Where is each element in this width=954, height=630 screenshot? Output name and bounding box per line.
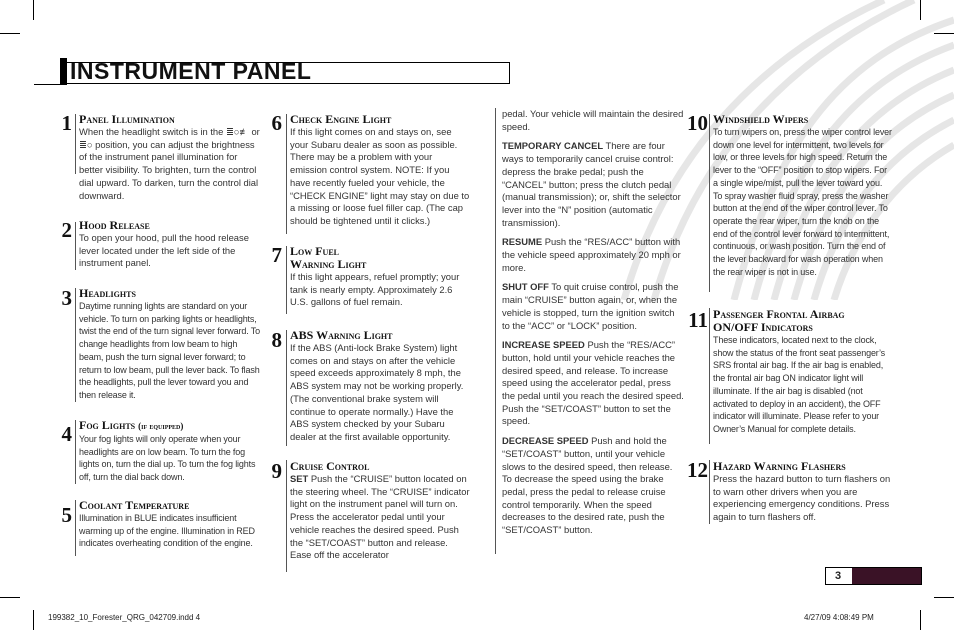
- section-body: Press the hazard button to turn flashers on to warn other drivers when you are experiencing emergency conditions. Press again to turn flashers off.: [713, 473, 891, 523]
- section-body: When the headlight switch is in the ≣○≢ or ≣○ position, you can adjust the brightness of the instrument panel illumination for better visibility. To brighten, turn the control dial upward. To darken, turn the control dial downward.: [79, 126, 260, 201]
- section-divider: [709, 114, 710, 292]
- section-body: To open your hood, pull the hood release lever located under the left side of the instrument panel.: [79, 232, 249, 269]
- footer-timestamp: 4/27/09 4:08:49 PM: [804, 613, 874, 622]
- section-body: Your fog lights will only operate when your headlights are on low beam. To turn the fog lights on, turn the dial up. To turn the fog lights off, turn the dial back down.: [79, 434, 256, 483]
- section-panel-illumination: [79, 113, 261, 202]
- section-heading: Check Engine Light: [290, 112, 392, 126]
- section-body: [290, 473, 470, 562]
- set-text: Push the “CRUISE” button located on the steering wheel. The “CRUISE” indicator light on the instrument panel will turn on. Press the accelerator pedal until your vehicle reaches the desired speed. Push the “SET/COAST” button and release. Ease off the accelerator: [290, 473, 470, 561]
- cruise-item-label: TEMPORARY CANCEL: [502, 140, 604, 152]
- section-fog-lights: [79, 419, 261, 484]
- crop-mark: [0, 33, 20, 34]
- section-heading: Coolant Temperature: [79, 498, 190, 512]
- page-title: INSTRUMENT PANEL: [70, 58, 312, 84]
- section-number: 3: [61, 286, 72, 310]
- title-rule: [34, 84, 60, 85]
- section-windshield-wipers: [713, 113, 893, 278]
- cruise-item-text: Push the “RES/ACC” button, hold until your vehicle reaches the desired speed, and release. To increase speed using the accelerator pedal, press the pedal until you reach the desired speed. Push the “SET/COAST” button to set the speed.: [502, 339, 684, 427]
- section-divider: [75, 420, 76, 484]
- section-divider: [495, 108, 496, 554]
- crop-mark: [0, 597, 20, 598]
- section-coolant-temperature: [79, 499, 261, 550]
- crop-mark: [920, 610, 921, 630]
- section-divider: [709, 308, 710, 444]
- cruise-control-continued: [502, 108, 684, 544]
- set-label: SET: [290, 473, 309, 484]
- section-divider: [75, 114, 76, 174]
- section-passenger-airbag: [713, 308, 893, 436]
- cruise-temporary-cancel: [502, 140, 684, 229]
- section-heading: Hood Release: [79, 218, 150, 232]
- section-number: 7: [271, 243, 282, 267]
- section-number: 4: [61, 422, 72, 446]
- section-check-engine-light: [290, 113, 470, 228]
- cruise-item-label: RESUME: [502, 236, 543, 248]
- section-body: If this light comes on and stays on, see your Subaru dealer as soon as possible. There may be a problem with your emission control system. NOTE: If you have recently fueled your vehicle, the “CHECK ENGINE” light may stay on due to a missing or loose fuel filler cap. (The cap should be tightened until it clicks.): [290, 126, 470, 226]
- page-tab-fill: [852, 568, 921, 584]
- section-headlights: [79, 287, 261, 402]
- page-number: 3: [834, 570, 842, 582]
- crop-mark: [33, 0, 34, 20]
- cruise-shut-off: [502, 281, 684, 332]
- section-body: Daytime running lights are standard on your vehicle. To turn on parking lights or headlights, twist the end of the turn signal lever forward. To change headlights from low beam to high beam, push the turn signal lever forward; to return to low beam, pull the lever back. To flash the headlights, pull the lever toward you and then release it.: [79, 301, 260, 400]
- section-divider: [75, 500, 76, 556]
- section-body: If the ABS (Anti-lock Brake System) light comes on and stays on after the vehicle speed exceeds approximately 8 mph, the ABS system may not be working properly. (The conventional brake system will continue to operate normally.) Have the ABS system checked by your Subaru dealer at the first available opportunity.: [290, 342, 464, 442]
- section-number: 10: [687, 111, 708, 135]
- section-abs-warning-light: [290, 329, 470, 444]
- cruise-item-label: INCREASE SPEED: [502, 339, 585, 351]
- cruise-decrease-speed: [502, 435, 684, 537]
- cruise-item-label: SHUT OFF: [502, 281, 549, 293]
- section-body: If this light appears, refuel promptly; your tank is nearly empty. Approximately 2.6 U.S. gallons of fuel remain.: [290, 271, 460, 308]
- section-divider: [709, 460, 710, 524]
- section-divider: [286, 114, 287, 234]
- section-heading: Passenger Frontal Airbag: [713, 307, 845, 321]
- title-accent-bar: [60, 58, 67, 85]
- cruise-item-text: There are four ways to temporarily cancel cruise control: depress the brake pedal; push the “CANCEL” button; press the clutch pedal (manual transmission); or, shift the selector lever into the “N” position (automatic transmission).: [502, 140, 681, 228]
- section-heading-main: Fog Lights: [79, 418, 136, 432]
- cruise-item-text: To quit cruise control, push the main “CRUISE” button again, or, when the vehicle is stopped, turn the ignition switch to the “ACC” or “LOCK” position.: [502, 281, 679, 331]
- section-heading: Panel Illumination: [79, 112, 175, 126]
- section-cruise-control: [290, 460, 470, 562]
- footer-filename: 199382_10_Forester_QRG_042709.indd 4: [48, 613, 201, 622]
- section-divider: [286, 330, 287, 446]
- section-body: To turn wipers on, press the wiper control lever down one level for intermittent, two levels for low, or three levels for high speed. Return the lever to the “OFF” position to stop wipers. For a single wipe/mist, pull the lever toward you. To spray washer fluid spray, press the washer button at the end of the wiper control lever. To operate the rear wiper, turn the knob on the end of the control lever forward to intermittent, continuous, or wash position. Turn the end of the lever backward for wash operation when the rear wiper is not in use.: [713, 127, 892, 277]
- section-number: 2: [61, 218, 72, 242]
- section-heading: Windshield Wipers: [713, 112, 809, 126]
- section-hazard-flashers: [713, 460, 893, 524]
- section-body: These indicators, located next to the clock, show the status of the front seat passenger’s SRS frontal air bag. If the air bag is enabled, the frontal air bag ON indicator light will illuminate. If the air bag is disabled (not activated to deploy in an accident), the OFF indicator will illuminate. Please refer to your Owner’s Manual for complete details.: [713, 335, 886, 434]
- section-heading: Headlights: [79, 286, 136, 300]
- crop-mark: [934, 597, 954, 598]
- section-low-fuel: [290, 245, 470, 309]
- section-number: 8: [271, 328, 282, 352]
- section-number: 9: [271, 459, 282, 483]
- section-heading: Cruise Control: [290, 459, 370, 473]
- section-divider: [75, 222, 76, 270]
- section-number: 12: [687, 458, 708, 482]
- cruise-item-text: Push and hold the “SET/COAST” button, until your vehicle slows to the desired speed, then release. To decrease the speed using the brake pedal, press the pedal to release cruise control temporarily. When the speed decreases to the desired rate, push the “SET/COAST” button.: [502, 435, 673, 536]
- cruise-resume: [502, 236, 684, 274]
- section-heading-suffix: (if equipped): [138, 421, 184, 431]
- section-heading: [79, 419, 261, 433]
- section-divider: [286, 460, 287, 572]
- section-heading-line2: Warning Light: [290, 257, 367, 271]
- cruise-item-label: DECREASE SPEED: [502, 435, 589, 447]
- section-number: 1: [61, 111, 72, 135]
- section-heading: ABS Warning Light: [290, 328, 393, 342]
- cruise-item-text: Push the “RES/ACC” button with the vehicle speed approximately 20 mph or more.: [502, 236, 681, 273]
- section-divider: [75, 288, 76, 402]
- section-hood-release: [79, 219, 261, 270]
- section-number: 6: [271, 111, 282, 135]
- section-number: 5: [61, 503, 72, 527]
- section-divider: [286, 246, 287, 314]
- section-body: Illumination in BLUE indicates insufficient warming up of the engine. Illumination in RED indicates overheating condition of the engine.: [79, 513, 255, 549]
- section-heading-line2: ON/OFF Indicators: [713, 320, 813, 334]
- section-heading: Low Fuel: [290, 244, 340, 258]
- cruise-increase-speed: [502, 339, 684, 428]
- cruise-intro: pedal. Your vehicle will maintain the desired speed.: [502, 108, 684, 132]
- crop-mark: [33, 610, 34, 630]
- section-heading: Hazard Warning Flashers: [713, 459, 846, 473]
- section-number: 11: [688, 308, 708, 332]
